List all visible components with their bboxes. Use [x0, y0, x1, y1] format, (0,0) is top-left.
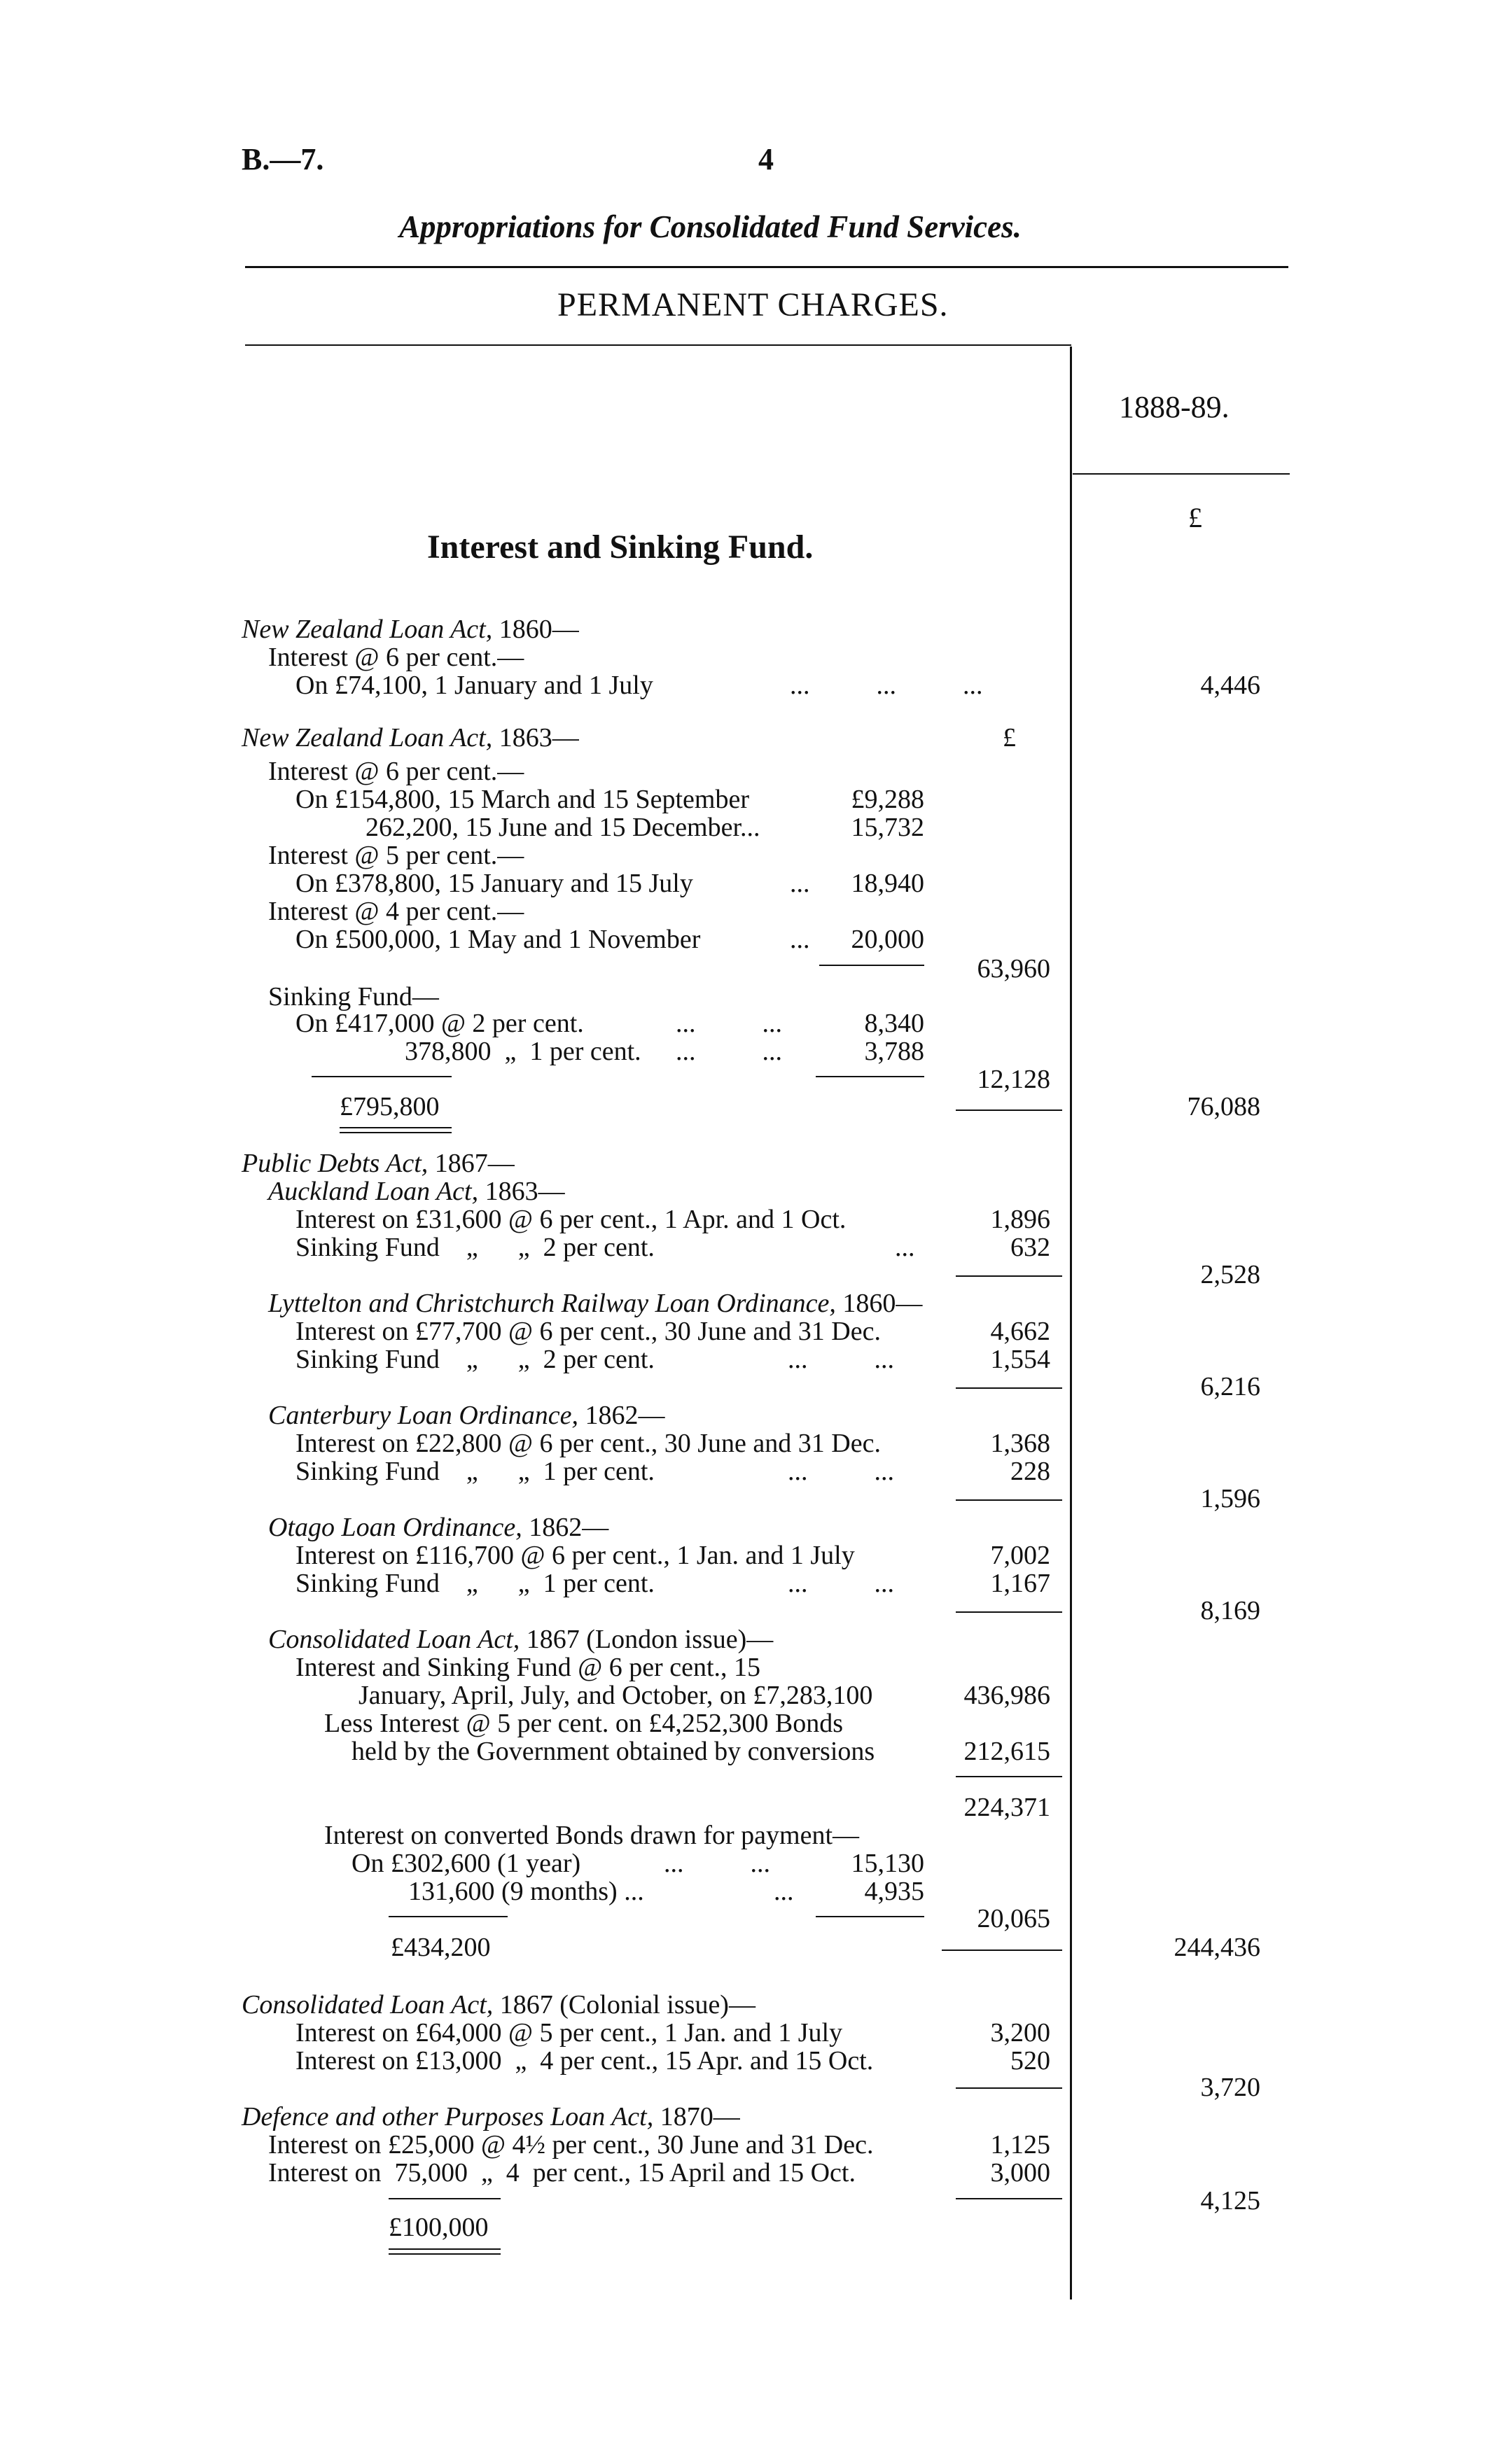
defence-capital-underline-1	[389, 2248, 501, 2250]
nz1860-total: 4,446	[1200, 671, 1260, 700]
auckland-interest-value: 1,896	[990, 1205, 1050, 1234]
auckland-sinking-dots: ...	[895, 1233, 915, 1262]
otago-interest-value: 7,002	[990, 1541, 1050, 1570]
canterbury-interest: Interest on £22,800 @ 6 per cent., 30 June and 31 Dec.	[295, 1429, 881, 1458]
london-converted1: On £302,600 (1 year)	[351, 1849, 581, 1878]
nz1863-sinking-rule	[816, 1076, 924, 1077]
london-line2: January, April, July, and October, on £7,283,100	[358, 1681, 873, 1710]
auckland-total: 2,528	[1200, 1260, 1260, 1289]
defence-value2: 3,000	[990, 2158, 1050, 2188]
london-total-rule	[942, 1949, 1062, 1951]
canterbury-sinking-value: 228	[1010, 1457, 1050, 1486]
nz1863-value2: 15,732	[851, 813, 924, 842]
london-converted-rule	[816, 1916, 924, 1917]
london-heading: Consolidated Loan Act, 1867 (London issue)—	[268, 1625, 774, 1654]
nz1863-dots4: ...	[790, 925, 810, 954]
auckland-sinking-value: 632	[1010, 1233, 1050, 1262]
defence-line2: Interest on 75,000 „ 4 per cent., 15 April and 15 Oct.	[268, 2158, 856, 2188]
column-divider	[1070, 346, 1072, 2300]
lyttelton-total: 6,216	[1200, 1372, 1260, 1401]
colonial-rule	[956, 2087, 1062, 2089]
nz1863-sinking1-dots: ... ...	[676, 1009, 782, 1038]
title-rule	[245, 266, 1288, 268]
nz1863-capital-underline-2	[340, 1132, 452, 1133]
otago-rule	[956, 1611, 1062, 1613]
london-capital-rule	[389, 1916, 508, 1917]
defence-value1: 1,125	[990, 2130, 1050, 2160]
canterbury-sinking: Sinking Fund „ „ 1 per cent.	[295, 1457, 655, 1486]
london-converted2: 131,600 (9 months) ...	[408, 1877, 644, 1906]
nz1863-capital-underline-1	[340, 1127, 452, 1128]
nz1863-line3: On £378,800, 15 January and 15 July	[295, 869, 693, 898]
nz1863-capital: £795,800	[340, 1092, 440, 1121]
nz1860-heading: New Zealand Loan Act, 1860—	[242, 615, 579, 644]
nz1863-currency: £	[1003, 723, 1016, 752]
nz1863-sinking-label: Sinking Fund—	[268, 982, 439, 1011]
canterbury-interest-value: 1,368	[990, 1429, 1050, 1458]
defence-capital: £100,000	[389, 2213, 489, 2242]
auckland-rule	[956, 1275, 1062, 1277]
nz1863-capital-rule	[312, 1076, 452, 1077]
defence-line1: Interest on £25,000 @ 4½ per cent., 30 June and 31 Dec.	[268, 2130, 874, 2160]
nz1860-dots: ... ... ...	[790, 671, 983, 700]
london-total: 244,436	[1174, 1933, 1260, 1962]
lyttelton-interest-value: 4,662	[990, 1317, 1050, 1346]
nz1863-line2: 262,200, 15 June and 15 December...	[365, 813, 760, 842]
colonial-value1: 3,200	[990, 2018, 1050, 2047]
otago-heading: Otago Loan Ordinance, 1862—	[268, 1513, 609, 1542]
nz1863-line1: On £154,800, 15 March and 15 September	[295, 785, 749, 814]
nz1863-total-rule	[956, 1110, 1062, 1111]
defence-heading: Defence and other Purposes Loan Act, 1870—	[242, 2102, 740, 2132]
nz1863-value1: £9,288	[851, 785, 924, 814]
public-debts-heading: Public Debts Act, 1867—	[242, 1149, 515, 1178]
page-title: Appropriations for Consolidated Fund Services.	[399, 209, 1022, 244]
nz1863-value3: 18,940	[851, 869, 924, 898]
year-header-rule	[1073, 473, 1290, 475]
nz1863-interest-rule	[819, 965, 924, 966]
london-converted2-value: 4,935	[864, 1877, 924, 1906]
nz1860-rate: Interest @ 6 per cent.—	[268, 643, 524, 672]
auckland-heading: Auckland Loan Act, 1863—	[268, 1177, 565, 1206]
london-converted1-value: 15,130	[851, 1849, 924, 1878]
nz1863-value4: 20,000	[851, 925, 924, 954]
nz1863-sinking-subtotal: 12,128	[977, 1065, 1050, 1094]
nz1863-interest-subtotal: 63,960	[977, 954, 1050, 983]
london-capital: £434,200	[391, 1933, 491, 1962]
year-column-header: 1888-89.	[1119, 390, 1230, 424]
lyttelton-rule	[956, 1387, 1062, 1389]
london-line1: Interest and Sinking Fund @ 6 per cent., 15	[295, 1653, 760, 1682]
london-net-rule	[956, 1776, 1062, 1777]
subheading: Interest and Sinking Fund.	[427, 528, 814, 566]
london-converted1-dots: ... ...	[664, 1849, 770, 1878]
london-line3: Less Interest @ 5 per cent. on £4,252,300 Bonds	[324, 1709, 844, 1738]
nz1863-sinking2-value: 3,788	[864, 1037, 924, 1066]
colonial-value2: 520	[1010, 2046, 1050, 2076]
canterbury-rule	[956, 1499, 1062, 1501]
nz1863-dots3: ...	[790, 869, 810, 898]
nz1863-rate6: Interest @ 6 per cent.—	[268, 757, 524, 786]
otago-sinking-value: 1,167	[990, 1569, 1050, 1598]
london-value1: 436,986	[963, 1681, 1050, 1710]
auckland-sinking: Sinking Fund „ „ 2 per cent.	[295, 1233, 655, 1262]
defence-rule	[956, 2198, 1062, 2199]
london-converted-subtotal: 20,065	[977, 1904, 1050, 1933]
year-currency-symbol: £	[1188, 502, 1202, 533]
nz1863-sinking2: 378,800 „ 1 per cent.	[405, 1037, 641, 1066]
nz1863-line4: On £500,000, 1 May and 1 November	[295, 925, 701, 954]
london-converted2-dots: ...	[774, 1877, 794, 1906]
london-line4: held by the Government obtained by conversions	[351, 1737, 875, 1766]
london-value2: 212,615	[963, 1737, 1050, 1766]
canterbury-total: 1,596	[1200, 1484, 1260, 1513]
colonial-line1: Interest on £64,000 @ 5 per cent., 1 Jan. and 1 July	[295, 2018, 843, 2047]
otago-sinking: Sinking Fund „ „ 1 per cent.	[295, 1569, 655, 1598]
lyttelton-sinking-value: 1,554	[990, 1345, 1050, 1374]
lyttelton-sinking-dots: ... ...	[788, 1345, 894, 1374]
nz1863-sinking2-dots: ... ...	[676, 1037, 782, 1066]
otago-total: 8,169	[1200, 1596, 1260, 1625]
otago-sinking-dots: ... ...	[788, 1569, 894, 1598]
colonial-heading: Consolidated Loan Act, 1867 (Colonial issue)—	[242, 1990, 756, 2019]
canterbury-sinking-dots: ... ...	[788, 1457, 894, 1486]
lyttelton-sinking: Sinking Fund „ „ 2 per cent.	[295, 1345, 655, 1374]
nz1863-sinking1: On £417,000 @ 2 per cent.	[295, 1009, 584, 1038]
defence-capital-underline-2	[389, 2253, 501, 2255]
auckland-interest: Interest on £31,600 @ 6 per cent., 1 Apr. and 1 Oct.	[295, 1205, 847, 1234]
nz1863-sinking1-value: 8,340	[864, 1009, 924, 1038]
heading-rule	[245, 344, 1071, 346]
document-reference: B.—7.	[242, 142, 324, 176]
colonial-total: 3,720	[1200, 2073, 1260, 2102]
london-converted-label: Interest on converted Bonds drawn for payment—	[324, 1821, 860, 1850]
nz1863-rate5: Interest @ 5 per cent.—	[268, 841, 524, 870]
nz1863-total: 76,088	[1187, 1092, 1260, 1121]
nz1863-heading: New Zealand Loan Act, 1863—	[242, 723, 579, 752]
lyttelton-interest: Interest on £77,700 @ 6 per cent., 30 June and 31 Dec.	[295, 1317, 881, 1346]
lyttelton-heading: Lyttelton and Christchurch Railway Loan Ordinance, 1860—	[268, 1289, 923, 1318]
page-number: 4	[758, 142, 774, 176]
defence-total: 4,125	[1200, 2186, 1260, 2216]
colonial-line2: Interest on £13,000 „ 4 per cent., 15 Apr. and 15 Oct.	[295, 2046, 874, 2076]
london-net: 224,371	[963, 1793, 1050, 1822]
nz1863-rate4: Interest @ 4 per cent.—	[268, 897, 524, 926]
section-heading: PERMANENT CHARGES.	[557, 286, 949, 323]
nz1860-line: On £74,100, 1 January and 1 July	[295, 671, 653, 700]
defence-capital-rule	[389, 2198, 501, 2199]
otago-interest: Interest on £116,700 @ 6 per cent., 1 Jan. and 1 July	[295, 1541, 855, 1570]
canterbury-heading: Canterbury Loan Ordinance, 1862—	[268, 1401, 665, 1430]
